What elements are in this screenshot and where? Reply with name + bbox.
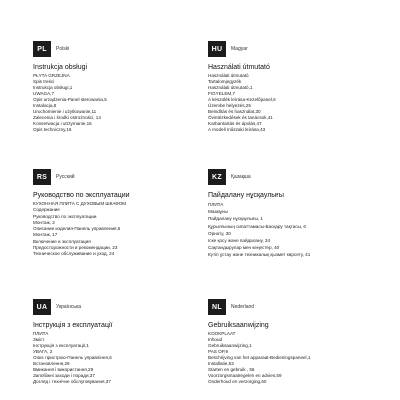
contents-line: Zalecenia i środki ostrożności, 14	[33, 115, 101, 120]
contents-line: Óvintézkedések és tanácsok,41	[208, 115, 273, 120]
section-nederland	[208, 298, 358, 385]
contents-line: Техническое обслуживание и уход, 24	[33, 251, 115, 257]
contents-list	[33, 331, 183, 385]
contents-line: Installatie,53	[208, 361, 234, 366]
contents-line: Монтаж, 17	[33, 232, 58, 238]
section-title: Gebruiksaanwijzing	[208, 322, 269, 329]
contents-line: Opis techniczny,16	[33, 127, 72, 132]
contents-line: ПЛИТА	[208, 202, 224, 207]
section-header	[208, 168, 358, 186]
contents-line: Üzembe helyezés,25	[208, 103, 251, 108]
contents-line: KOOKPLAAT	[208, 331, 236, 336]
contents-line: Описание изделия-Панель управления,5	[33, 226, 121, 232]
contents-line: Монтаж, 2	[33, 219, 55, 225]
section-header	[208, 40, 358, 58]
contents-line: Інструкція з експлуатації,1	[33, 343, 89, 348]
contents-line: Іске қосу және пайдалану, 34	[208, 238, 271, 244]
language-name: Қазақша	[231, 174, 251, 180]
contents-line: Запобіжні заходи і поради,37	[33, 373, 95, 378]
contents-line: Күтіп ұстау және техникалық қызмет көрсету, 41	[208, 252, 311, 258]
contents-line: PŁYTA GRZEJNA	[33, 73, 70, 78]
section-title: Руководство по эксплуатации	[33, 192, 130, 199]
contents-line: Орнату, 30	[208, 230, 231, 236]
contents-line: Gebruiksaanwijzing,1	[208, 343, 252, 348]
section-kazakh	[208, 168, 358, 259]
contents-line: Voorzorgsmaatregelen en advies,59	[208, 373, 282, 378]
contents-line: PAS OP,9	[208, 349, 229, 354]
contents-line: Зміст	[33, 337, 45, 342]
contents-line: Beschrijving van het apparaat-Bedieningspaneel,1	[208, 355, 311, 360]
contents-line: Karbantartás és ápolás,47	[208, 121, 262, 126]
contents-line: ПЛИТА	[33, 331, 49, 336]
contents-line: Onderhoud en verzorging,60	[208, 379, 267, 384]
contents-line: Spis treści	[33, 79, 55, 84]
contents-list	[208, 331, 358, 385]
language-name: Nederland	[231, 304, 255, 310]
contents-line: Tartalomjegyzék	[208, 79, 242, 84]
contents-list	[33, 73, 183, 133]
contents-list	[208, 201, 358, 259]
language-code-badge: UA	[33, 299, 51, 315]
section-polski	[33, 40, 183, 133]
contents-line: Instrukcja obsługi,1	[33, 85, 73, 90]
contents-line: Сақтандырулар мен кеңестер, 40	[208, 245, 280, 251]
contents-line: Starten en gebruik , 56	[208, 367, 255, 372]
section-magyar	[208, 40, 358, 133]
contents-line: Пайдалану нұсқаулығы, 1	[208, 216, 263, 222]
section-title: Instrukcja obsługi	[33, 64, 88, 71]
language-code-badge: RS	[33, 169, 51, 185]
language-code-badge: NL	[208, 299, 226, 315]
contents-line: Opis urządzenia-Panel sterowania,5	[33, 97, 107, 102]
contents-line: Предосторожности и рекомендации, 23	[33, 245, 118, 251]
section-header	[33, 168, 183, 186]
contents-line: Inhoud	[208, 337, 223, 342]
contents-line: Содержание	[33, 207, 60, 213]
language-name: Русский	[56, 174, 75, 180]
contents-line: Használati útmutató,1	[208, 85, 253, 90]
contents-list	[33, 201, 183, 258]
language-code-badge: HU	[208, 41, 226, 57]
contents-line: Konserwacja i utrzymanie,15	[33, 121, 92, 126]
contents-line: Догляд і технічне обслуговування,37	[33, 379, 111, 384]
language-name: Polski	[56, 46, 70, 52]
language-name: Українська	[56, 304, 82, 310]
contents-line: Встановлення,26	[33, 361, 70, 366]
section-title: Használati útmutató	[208, 64, 270, 71]
contents-line: Руководство по эксплуатации	[33, 213, 97, 219]
contents-line: Мазмұны	[208, 209, 228, 215]
section-title: Пайдалану нұсқаулығы	[208, 192, 284, 199]
contents-line: Опис пристрою-Панель управління,6	[33, 355, 112, 360]
contents-line: FIGYELEM,7	[208, 91, 236, 96]
section-russian	[33, 168, 183, 258]
section-header	[33, 40, 183, 58]
language-code-badge: KZ	[208, 169, 226, 185]
contents-line: КУХОННАЯ ПЛИТА С ДУХОВЫМ ШКАФОМ	[33, 201, 127, 206]
contents-line: Instalacja,8	[33, 103, 57, 108]
section-header	[33, 298, 183, 316]
section-title: Інструкція з експлуатації	[33, 322, 113, 329]
section-header	[208, 298, 358, 316]
section-ukrainian	[33, 298, 183, 385]
contents-line: UWAGA,7	[33, 91, 55, 96]
contents-line: Beindítás és használat,30	[208, 109, 261, 114]
contents-line: Uruchomienie i użytkowanie,11	[33, 109, 97, 114]
contents-line: A készülék leírása-Kezelőpanel,6	[208, 97, 276, 102]
language-name: Magyar	[231, 46, 248, 52]
contents-line: Вмикання і використання,29	[33, 367, 94, 372]
contents-line: Включение и эксплуатация	[33, 238, 91, 244]
contents-list	[208, 73, 358, 133]
language-code-badge: PL	[33, 41, 51, 57]
contents-line: Құрылғының сипаттамасы-Басқару тақтасы, 6	[208, 223, 306, 229]
contents-line: УВАГА, 2	[33, 349, 53, 354]
contents-line: A modell műszaki leírása,43	[208, 127, 266, 132]
contents-line: Használati útmutató	[208, 73, 249, 78]
